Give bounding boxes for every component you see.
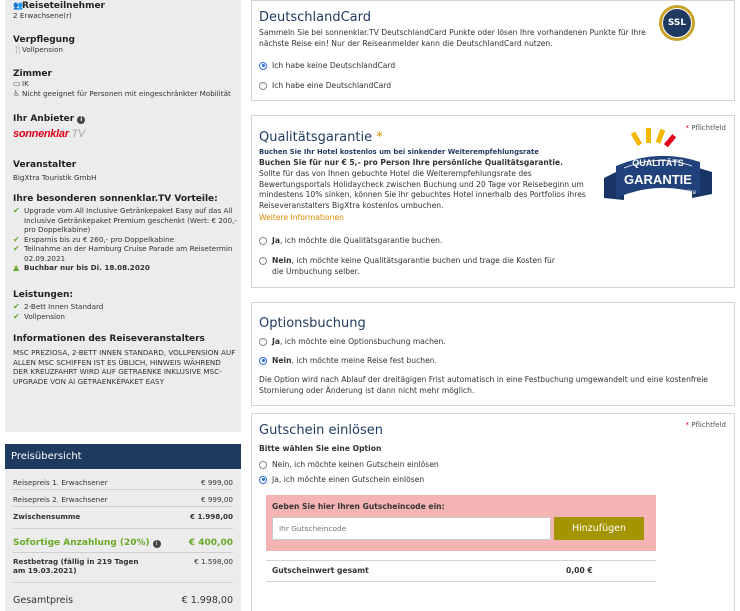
more-info-link[interactable]: Weitere Informationen	[259, 213, 344, 222]
deutschlandcard-section	[251, 0, 735, 101]
check-icon: ✔	[13, 311, 20, 321]
participants-title: Reiseteilnehmer	[22, 1, 105, 11]
info-title: Informationen des Reiseveranstalters	[13, 334, 205, 344]
quality-guarantee-section: Qualitätsgarantie * * Pflichtfeld Buchen Sie Ihr Hotel kostenlos um bei sinkender Weiterempfehlungsrate Buchen Sie für nur € 5,- pro Person Ihre persönliche Qualitätsgarantie. Sollte für das von Ihnen gebuchte Hotel die Weiterempfehlungsrate des Bewertungsportals Holidaycheck zwischen Buchung und 20 Tage vor Reisebeginn um mindestens 10% sinken, können Sie ihr gebuchtes Hotel innerhalb des Portfolios ihres Reiseveranstalters BigXtra kostenlos umbuchen. Weitere Informationen Ja, ich möchte die Qualitätsgarantie buchen. Nein, ich möchte keine Qualitätsgarantie buchen und trage die Kosten für die Umbuchung selber. QUALITÄTS GARANTIE BigXtra	[251, 115, 735, 288]
radio-button[interactable]	[259, 461, 267, 469]
bookable-until: ▲ Buchbar nur bis Di. 18.08.2020	[13, 263, 150, 272]
quality-title: Qualitätsgarantie	[259, 130, 373, 145]
info-icon[interactable]: i	[153, 540, 161, 548]
radio-button[interactable]	[259, 338, 267, 346]
option-text: Die Option wird nach Ablauf der dreitägigen Frist automatisch in eine Festbuchung umgewandelt und eine kostenfreie Stornierung oder Änderung ist dann nicht mehr möglich.	[259, 375, 708, 395]
voucher-option-yes[interactable]: Ja, ich möchte einen Gutschein einlösen	[259, 475, 424, 484]
booking-sidebar	[5, 0, 241, 611]
check-icon: ✔	[13, 302, 20, 311]
services-title: Leistungen:	[13, 290, 73, 300]
radio-button[interactable]	[259, 476, 267, 484]
ssl-seal-icon: SSL	[659, 5, 695, 41]
organizer-title: Veranstalter	[13, 160, 77, 170]
deposit-row: Sofortige Anzahlung (20%) i € 400,00	[13, 538, 233, 548]
radio-button[interactable]	[259, 62, 267, 70]
cutlery-icon: 🍴	[13, 45, 23, 54]
provider-title: Ihr Anbieter	[13, 114, 75, 124]
quality-guarantee-badge-icon	[596, 128, 720, 220]
trip-details-panel	[5, 0, 241, 432]
voucher-total-value: 0,00 €	[566, 566, 593, 575]
quality-text: Sollte für das von Ihnen gebuchte Hotel die Weiterempfehlungsrate des Bewertungsportals Holidaycheck zwischen Buchung und 20 Tage vor Reisebeginn um mindestens 10% sinken, können Sie ihr gebuchtes Hotel innerhalb des Portfolios ihres Reiseveranstalters BigXtra kostenlos umbuchen.	[259, 169, 586, 210]
check-icon: ✔	[13, 206, 20, 215]
wheelchair-icon: ♿	[13, 88, 21, 98]
radio-button[interactable]	[259, 82, 267, 90]
deutschlandcard-option-none[interactable]: Ich habe keine DeutschlandCard	[259, 61, 395, 70]
radio-button[interactable]	[259, 237, 267, 245]
quality-option-no[interactable]: Nein, ich möchte keine Qualitätsgarantie buchen und trage die Kosten für die Umbuchung selber.	[259, 256, 559, 277]
required-note: * Pflichtfeld	[685, 124, 726, 132]
svg-text:BigXtra: BigXtra	[676, 190, 696, 196]
advantage-item: ✔ Ersparnis bis zu € 260,- pro Doppelkabine	[13, 234, 175, 244]
room-note: Nicht geeignet für Personen mit eingeschränkter Mobilität	[22, 88, 231, 98]
voucher-option-no[interactable]: Nein, ich möchte keinen Gutschein einlösen	[259, 460, 439, 469]
add-voucher-button[interactable]: Hinzufügen	[554, 517, 644, 540]
radio-button[interactable]	[259, 357, 267, 365]
voucher-title: Gutschein einlösen	[259, 423, 383, 438]
deutschlandcard-title: DeutschlandCard	[259, 10, 371, 25]
catering-value: Vollpension	[22, 45, 63, 54]
svg-text:GARANTIE: GARANTIE	[624, 172, 692, 187]
check-icon: ✔	[13, 234, 20, 244]
deutschlandcard-text: Sammeln Sie bei sonnenklar.TV DeutschlandCard Punkte oder lösen Ihre vorhandenen Punkte für Ihre nächste Reise ein! Nur der Reiseanmelder kann die DeutschlandCard nutzen.	[259, 28, 646, 48]
option-title: Optionsbuchung	[259, 316, 366, 331]
participants-value: 2 Erwachsene(r)	[13, 11, 72, 20]
price-row: Reisepreis 1. Erwachsener € 999,00	[13, 478, 233, 487]
voucher-total-label: Gutscheinwert gesamt	[272, 566, 369, 575]
required-note: * Pflichtfeld	[685, 421, 726, 429]
advantage-item: ✔ Upgrade vom All Inclusive Getränkepaket Easy auf das All Inclusive Getränkepaket Premium geschenkt (Wert: € 200,- pro Doppelkabine)	[13, 206, 237, 234]
price-overview-title: Preisübersicht	[5, 444, 241, 469]
room-title: Zimmer	[13, 69, 52, 79]
people-icon: 👥	[13, 1, 23, 10]
price-row: Reisepreis 2. Erwachsener € 999,00	[13, 495, 233, 504]
quality-option-yes[interactable]: Ja, ich möchte die Qualitätsgarantie buchen.	[259, 236, 442, 245]
voucher-code-input[interactable]	[272, 517, 551, 540]
info-text: MSC PREZIOSA, 2-BETT INNEN STANDARD, VOLLPENSION AUF ALLEN MSC SCHIFFEN IST ES ÜBLICH, HINWEIS WÄHREND DER KREUZFAHRT WIRD AUF GETRAENKE INKLUSIVE MSC-UPGRADE VON AI GETRAENKEPAKET EASY	[13, 348, 236, 386]
bed-icon: ▭	[13, 79, 21, 88]
price-overview	[5, 444, 241, 611]
voucher-code-label: Geben Sie hier Ihren Gutscheincode ein:	[272, 502, 445, 511]
organizer-value: BigXtra Touristik GmbH	[13, 173, 97, 182]
room-value: IK	[22, 79, 29, 88]
voucher-section	[251, 413, 735, 611]
catering-title: Verpflegung	[13, 35, 75, 45]
remaining-row: Restbetrag (fällig in 219 Tagen am 19.03.2021) € 1.598,00	[13, 557, 233, 575]
radio-button[interactable]	[259, 257, 267, 265]
voucher-code-box	[266, 495, 656, 551]
quality-lead: Buchen Sie für nur € 5,- pro Person Ihre persönliche Qualitätsgarantie.	[259, 158, 563, 167]
subtotal-row: Zwischensumme € 1.998,00	[13, 512, 233, 521]
info-icon[interactable]: i	[77, 116, 85, 124]
advantages-title: Ihre besonderen sonnenklar.TV Vorteile:	[13, 194, 218, 204]
option-booking-no[interactable]: Nein, ich möchte meine Reise fest buchen.	[259, 356, 437, 365]
option-booking-section	[251, 302, 735, 406]
total-row: Gesamtpreis € 1.998,00	[13, 595, 233, 606]
svg-text:QUALITÄTS: QUALITÄTS	[632, 158, 684, 168]
warning-icon: ▲	[13, 263, 20, 272]
service-item: ✔ 2-Bett Innen Standard	[13, 302, 104, 311]
check-icon: ✔	[13, 244, 20, 253]
deutschlandcard-option-have[interactable]: Ich habe eine DeutschlandCard	[259, 81, 391, 90]
voucher-prompt: Bitte wählen Sie eine Option	[259, 444, 382, 453]
sonnenklar-logo: sonnenklar.TV	[13, 128, 85, 140]
option-booking-yes[interactable]: Ja, ich möchte eine Optionsbuchung machen.	[259, 337, 446, 346]
quality-subtitle: Buchen Sie Ihr Hotel kostenlos um bei sinkender Weiterempfehlungsrate	[259, 148, 539, 156]
advantage-item: ✔ Teilnahme an der Hamburg Cruise Parade am Reisetermin 02.09.2021	[13, 244, 233, 263]
service-item: ✔ Vollpension	[13, 311, 65, 321]
